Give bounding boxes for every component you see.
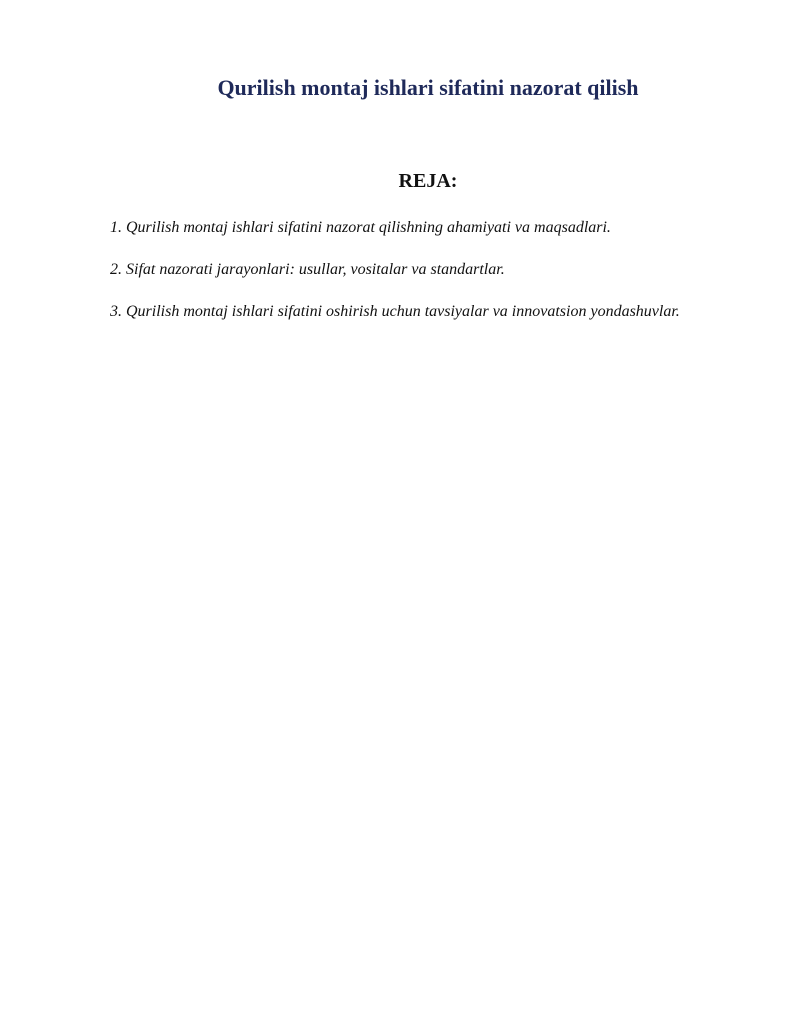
plan-list	[110, 212, 742, 338]
document-title: Qurilish montaj ishlari sifatini nazorat qilish	[217, 75, 639, 100]
plan-heading: REJA:	[398, 170, 458, 192]
plan-item-3: 3. Qurilish montaj ishlari sifatini oshirish uchun tavsiyalar va innovatsion yondashuvlar.	[110, 303, 680, 320]
plan-item-2: 2. Sifat nazorati jarayonlari: usullar, vositalar va standartlar.	[110, 261, 505, 278]
plan-item-1: 1. Qurilish montaj ishlari sifatini nazorat qilishning ahamiyati va maqsadlari.	[110, 219, 611, 236]
